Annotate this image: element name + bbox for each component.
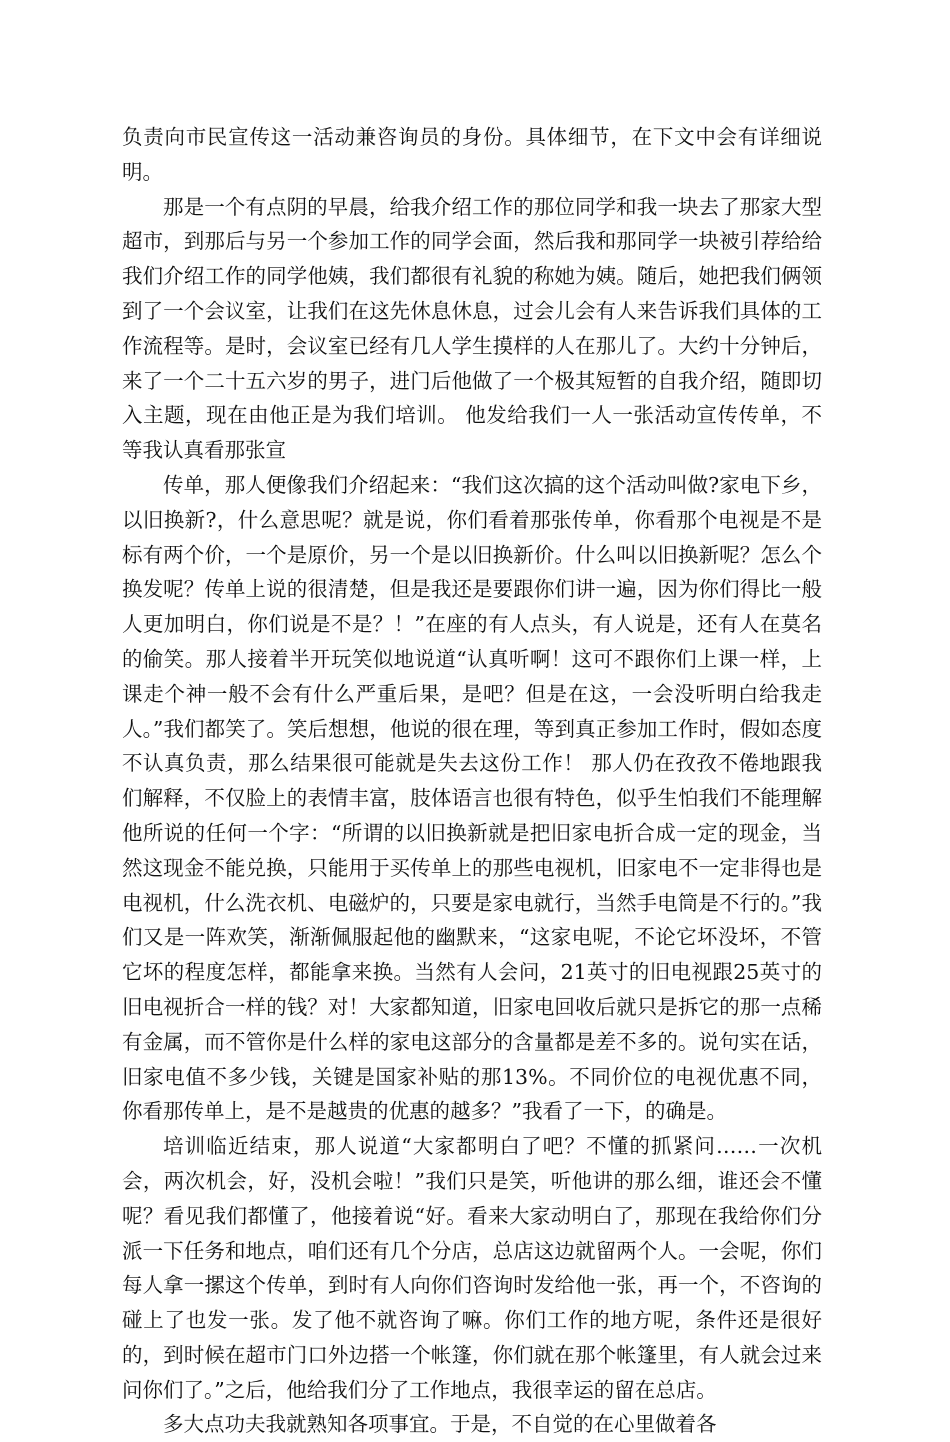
paragraph-familiar-with-tasks: 多大点功夫我就熟知各项事宜。于是，不自觉的在心里做着各 <box>163 1412 717 1437</box>
paragraph-trade-in-explanation: 传单，那人便像我们介绍起来：“我们这次搞的这个活动叫做?家电下乡，以旧换新?，什么意思呢？就是说，你们看着那张传单，你看那个电视是不是标有两个价，一个是原价，另一个是以旧换新价。什么叫以旧换新呢？怎么个换发呢？传单上说的很清楚，但是我还是要跟你们讲一遍，因为你们得比一般人更加明白，你们说是不是？！”在座的有人点头，有人说是，还有人在莫名的偷笑。那人接着半开玩笑似地说道“认真听啊！这可不跟你们上课一样，上课走个神一般不会有什么严重后果，是吧？但是在这，一会没听明白给我走人。”我们都笑了。笑后想想，他说的很在理，等到真正参加工作时，假如态度不认真负责，那么结果很可能就是失去这份工作！ 那人仍在孜孜不倦地跟我们解释，不仅脸上的表情丰富，肢体语言也很有特色，似乎生怕我们不能理解他所说的任何一个字：“所谓的以旧换新就是把旧家电折合成一定的现金，当然这现金不能兑换，只能用于买传单上的那些电视机，旧家电不一定非得也是电视机，什么洗衣机、电磁炉的，只要是家电就行，当然手电筒是不行的。”我们又是一阵欢笑，渐渐佩服起他的幽默来，“这家电呢，不论它坏没坏，不管它坏的程度怎样，都能拿来换。当然有人会问，21英寸的旧电视跟25英寸的旧电视折合一样的钱？对！大家都知道，旧家电回收后就只是拆它的那一点稀有金属，而不管你是什么样的家电这部分的含量都是差不多的。说句实在话，旧家电值不多少钱，关键是国家补贴的那13%。不同价位的电视优惠不同，你看那传单上，是不是越贵的优惠的越多？”我看了一下，的确是。 <box>122 472 822 1124</box>
document-body <box>122 120 822 1442</box>
paragraph-gloomy-morning: 那是一个有点阴的早晨，给我介绍工作的那位同学和我一块去了那家大型超市，到那后与另一个参加工作的同学会面，然后我和那同学一块被引荐给给我们介绍工作的同学他姨，我们都很有礼貌的称她为姨。随后，她把我们俩领到了一个会议室，让我们在这先休息休息，过会儿会有人来告诉我们具体的工作流程等。是时，会议室已经有几人学生摸样的人在那儿了。大约十分钟后，来了一个二十五六岁的男子，进门后他做了一个极其短暂的自我介绍，随即切入主题，现在由他正是为我们培训。 他发给我们一人一张活动宣传传单，不等我认真看那张宣 <box>122 194 822 463</box>
paragraph-continuation: 负责向市民宣传这一活动兼咨询员的身份。具体细节，在下文中会有详细说明。 <box>122 125 822 184</box>
paragraph-training-end: 培训临近结束，那人说道“大家都明白了吧？不懂的抓紧问……一次机会，两次机会，好，没机会啦！”我们只是笑，听他讲的那么细，谁还会不懂呢？看见我们都懂了，他接着说“好。看来大家动明白了，那现在我给你们分派一下任务和地点，咱们还有几个分店，总店这边就留两个人。一会呢，你们每人拿一摞这个传单，到时有人向你们咨询时发给他一张，再一个，不咨询的碰上了也发一张。发了他不就咨询了嘛。你们工作的地方呢，条件还是很好的，到时候在超市门口外边搭一个帐篷，你们就在那个帐篷里，有人就会过来问你们了。”之后，他给我们分了工作地点，我很幸运的留在总店。 <box>122 1134 822 1402</box>
